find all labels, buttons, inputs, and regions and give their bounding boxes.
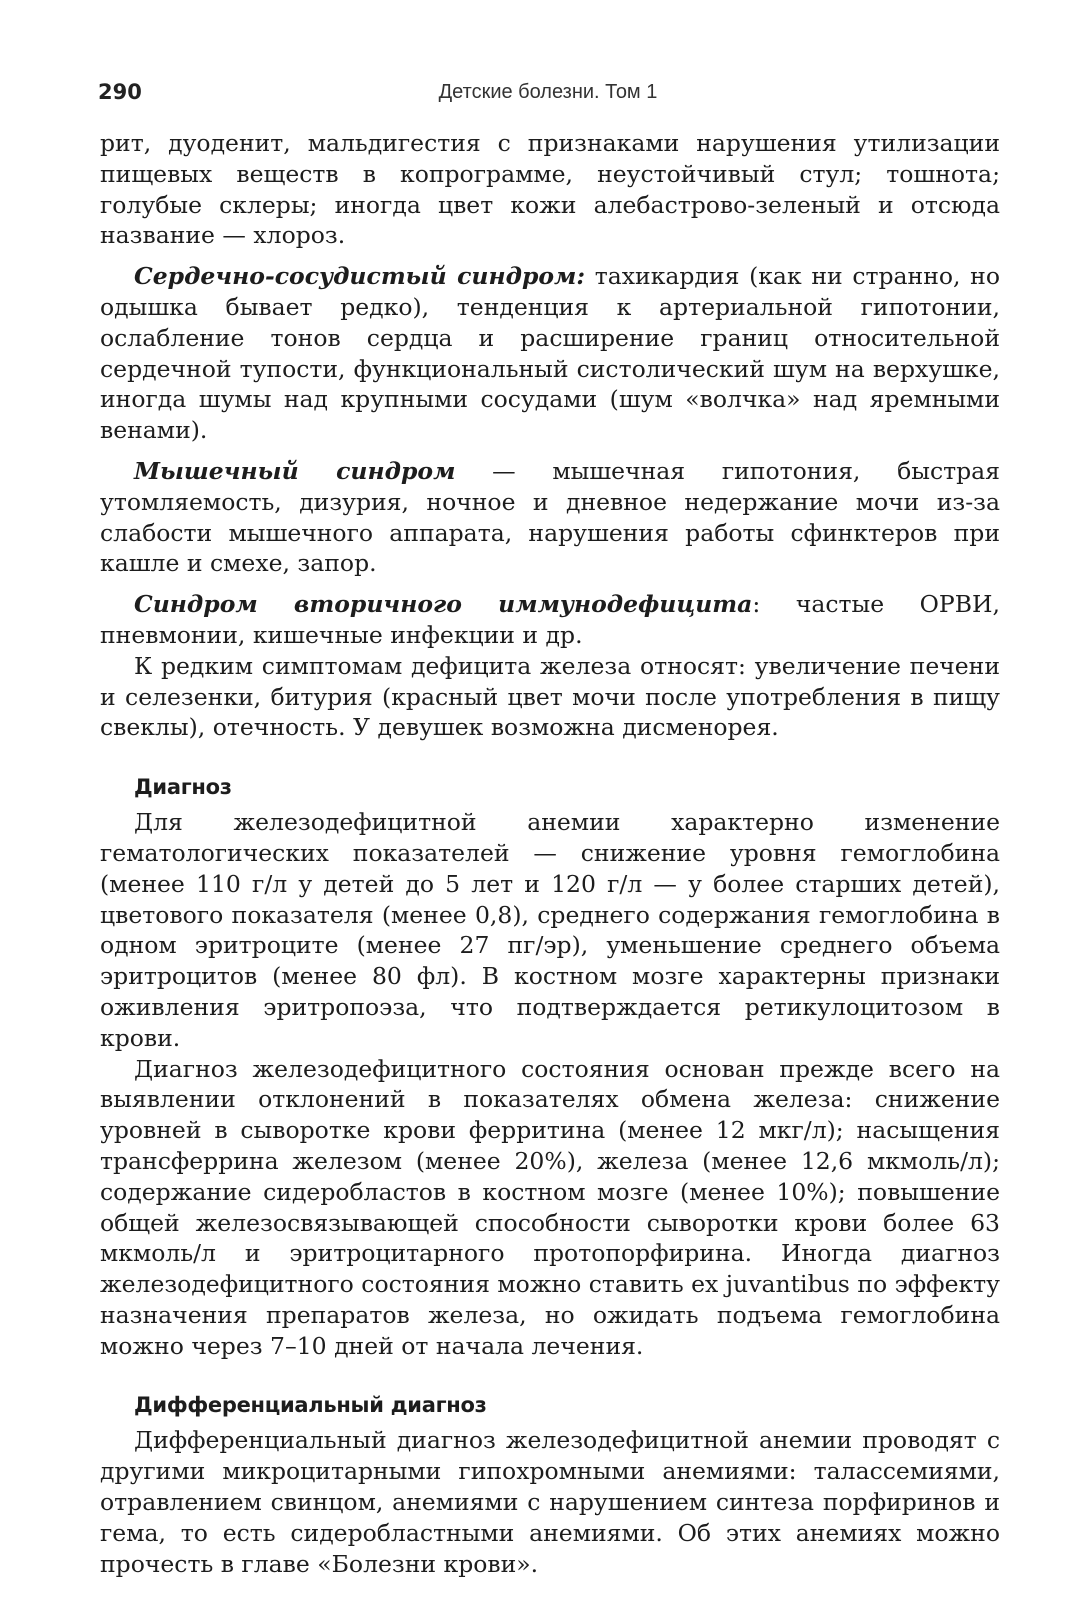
paragraph-differential-diagnosis: Дифференциальный диагноз железодефицитной анемии проводят с другими микроцитарными гипохромными анемиями: талассемиями, отравлением свинцом, анемиями с нарушением синтеза порфиринов и гема, то есть сидеробластными анемиями. Об этих анемиях можно прочесть в главе «Болезни крови». [100, 1426, 1000, 1578]
term-immuno-syndrome: Синдром вторичного иммунодефицита [134, 590, 753, 619]
text-cardio-syndrome: тахикардия (как ни странно, но одышка бывает редко), тенденция к артериальной гипотонии, ослабление тонов сердца и расширение границ относительной сердечной тупости, функциональный систолический шум на верхушке, иногда шумы над крупными сосудами (шум «волчка» над яремными венами). [100, 262, 1000, 445]
text-immuno-syndrome: : частые ОРВИ, пневмонии, кишечные инфекции и др. [100, 590, 1000, 649]
term-cardio-syndrome: Сердечно-сосудистый синдром: [134, 262, 586, 291]
running-head [98, 80, 998, 112]
heading-diagnosis: Диагноз [134, 775, 232, 800]
paragraph-diagnosis-1: Для железодефицитной анемии характерно изменение гематологических показателей — снижение уровня гемоглобина (менее 110 г/л у детей до 5 лет и 120 г/л — у более старших детей), цветового показателя (менее 0,8), среднего содержания гемоглобина в одном эритроците (менее 27 пг/эр), уменьшение среднего объема эритроцитов (менее 80 фл). В костном мозге характерны признаки оживления эритропоэза, что подтверждается ретикулоцитозом в крови. [100, 808, 1000, 1052]
term-muscle-syndrome: Мышечный синдром [134, 456, 456, 485]
paragraph-immuno-syndrome [100, 589, 1000, 651]
book-title: Детские болезни. Том 1 [438, 81, 658, 103]
paragraph-diagnosis-2: Диагноз железодефицитного состояния основан прежде всего на выявлении отклонений в показателях обмена железа: снижение уровней в сыворотке крови ферритина (менее 12 мкг/л); насыщения трансферрина железом (менее 20%), железа (менее 12,6 мкмоль/л); содержание сидеробластов в костном мозге (менее 10%); повышение общей железосвязывающей способности сыворотки крови более 63 мкмоль/л и эритроцитарного протопорфирина. Иногда диагноз железодефицитного состояния можно ставить ex juvantibus по эффекту назначения препаратов железа, но ожидать подъема гемоглобина можно через 7–10 дней от начала лечения. [100, 1054, 1000, 1360]
heading-differential-diagnosis: Дифференциальный диагноз [134, 1393, 487, 1418]
page-number: 290 [98, 80, 142, 104]
paragraph-continued: рит, дуоденит, мальдигестия с признаками нарушения утилизации пищевых веществ в копрограмме, неустойчивый стул; тошнота; голубые склеры; иногда цвет кожи алебастрово-зеленый и отсюда название — хлороз. [100, 129, 1000, 250]
text-muscle-syndrome: — мышечная гипотония, быстрая утомляемость, дизурия, ночное и дневное недержание мочи из-за слабости мышечного аппарата, нарушения работы сфинктеров при кашле и смехе, запор. [100, 456, 1000, 578]
body-text [100, 128, 1000, 1579]
paragraph-rare-symptoms: К редким симптомам дефицита железа относят: увеличение печени и селезенки, битурия (красный цвет мочи после употребления в пищу свеклы), отечность. У девушек возможна дисменорея. [100, 651, 1000, 742]
paragraph-muscle-syndrome [100, 456, 1000, 579]
paragraph-cardio-syndrome [100, 261, 1000, 446]
